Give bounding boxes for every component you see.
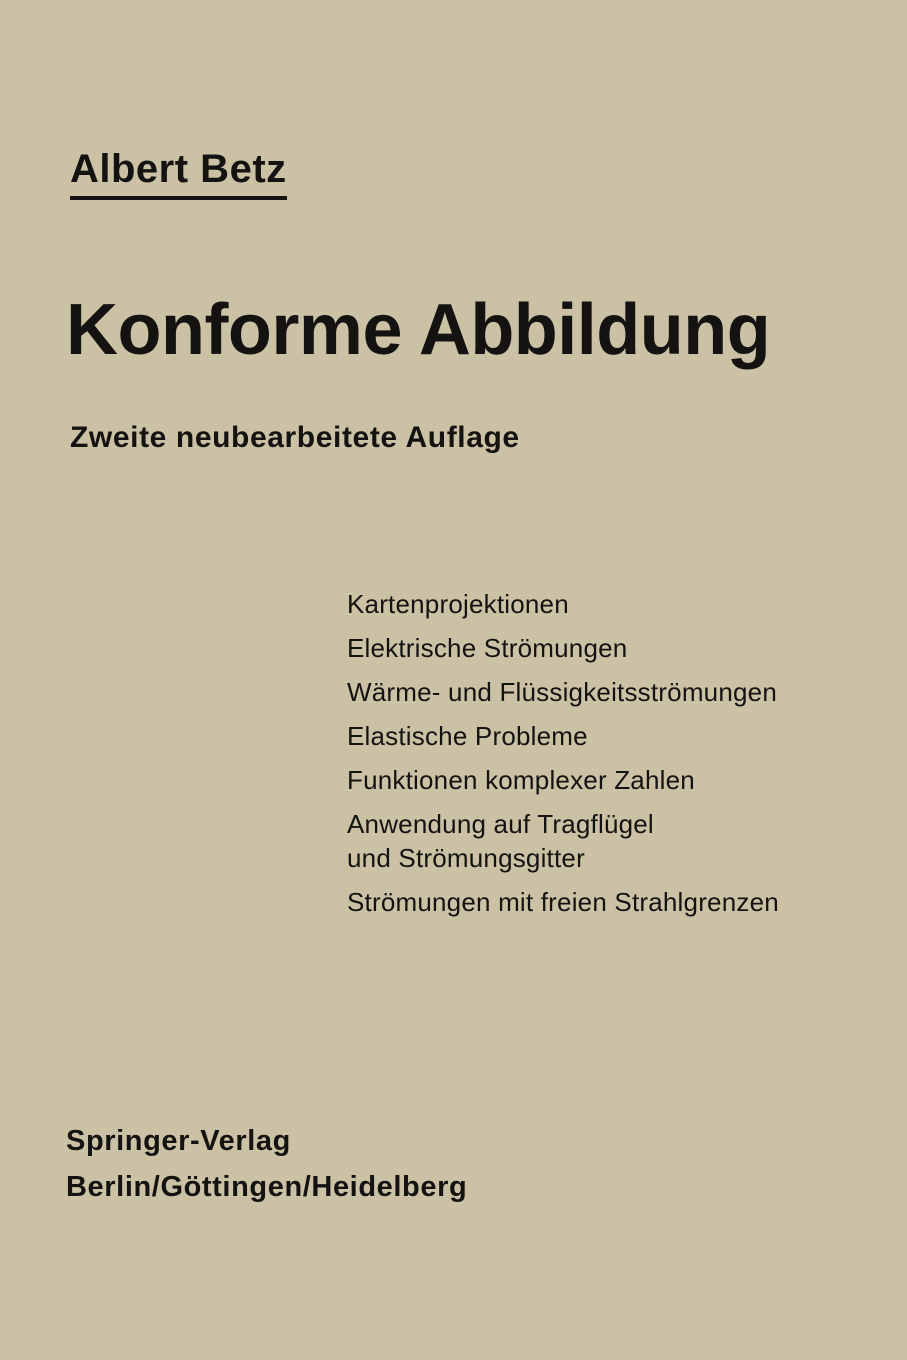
topic-text: Funktionen komplexer Zahlen (347, 765, 695, 795)
topic-item (347, 626, 779, 670)
book-title: Konforme Abbildung (66, 290, 771, 370)
topic-text: Anwendung auf Tragflügel (347, 809, 654, 839)
topic-item (347, 758, 779, 802)
topic-text: Strömungen mit freien Strahlgrenzen (347, 887, 779, 917)
topic-list (347, 582, 779, 924)
publisher-locations: Berlin/Göttingen/Heidelberg (66, 1171, 468, 1203)
topic-item (347, 880, 779, 924)
topic-item (347, 582, 779, 626)
topic-text: Wärme- und Flüssigkeitsströmungen (347, 677, 777, 707)
publisher-block (66, 1118, 467, 1210)
topic-text: Elektrische Strömungen (347, 633, 628, 663)
topic-text: Elastische Probleme (347, 721, 588, 751)
topic-text: Kartenprojektionen (347, 589, 569, 619)
topic-item (347, 670, 779, 714)
author-name: Albert Betz (70, 145, 287, 200)
topic-item (347, 714, 779, 758)
topic-text-continued: und Strömungsgitter (347, 843, 585, 873)
edition-note: Zweite neubearbeitete Auflage (70, 421, 520, 454)
topic-item (347, 802, 779, 880)
publisher-name: Springer-Verlag (66, 1125, 291, 1157)
